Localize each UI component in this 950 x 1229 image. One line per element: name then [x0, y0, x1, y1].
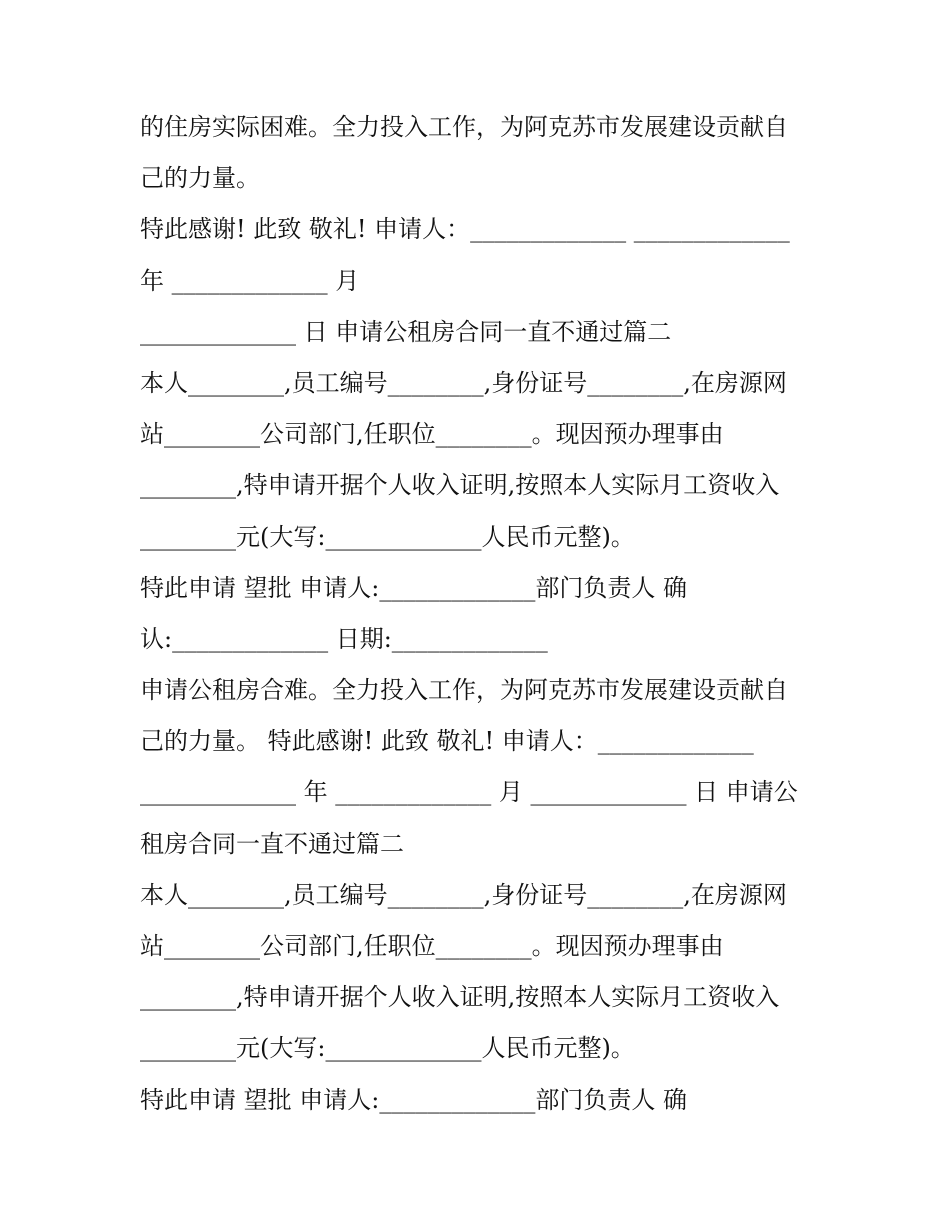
text-line: 站________公司部门,任职位________。现因预办理事由	[140, 932, 724, 960]
text-line: 己的力量。 特此感谢! 此致 敬礼! 申请人：_____________	[140, 727, 754, 756]
text-line: 本人________,员工编号________,身份证号________,在房源网	[140, 368, 787, 397]
text-line: ________元(大写:_____________人民币元整)。	[140, 522, 635, 551]
text-line: 的住房实际困难。全力投入工作，为阿克苏市发展建设贡献自	[140, 113, 788, 141]
document-body	[140, 102, 820, 1126]
text-line: 己的力量。	[140, 164, 260, 193]
text-line: 本人________,员工编号________,身份证号________,在房源网	[140, 880, 787, 909]
section-heading-line: _____________ 日 申请公租房合同一直不通过篇二	[140, 317, 672, 346]
text-line: 特此申请 望批 申请人:_____________部门负责人 确	[140, 1085, 687, 1114]
text-line: ________,特申请开据个人收入证明,按照本人实际月工资收入	[140, 471, 780, 500]
text-line: 特此感谢! 此致 敬礼! 申请人：_____________ _____________	[140, 215, 790, 244]
text-line: 认:_____________ 日期:_____________	[140, 624, 548, 653]
text-line: ________,特申请开据个人收入证明,按照本人实际月工资收入	[140, 983, 780, 1012]
text-line: _____________ 年 _____________ 月 _____________ 日 申请公	[140, 778, 798, 807]
text-line: 年 _____________ 月	[140, 266, 360, 295]
text-line: 站________公司部门,任职位________。现因预办理事由	[140, 420, 724, 449]
text-line: ________元(大写:_____________人民币元整)。	[140, 1034, 635, 1063]
section-heading-line: 租房合同一直不通过篇二	[140, 829, 404, 858]
text-line: 特此申请 望批 申请人:_____________部门负责人 确	[140, 573, 687, 602]
text-line: 申请公租房合难。全力投入工作，为阿克苏市发展建设贡献自	[140, 676, 788, 705]
